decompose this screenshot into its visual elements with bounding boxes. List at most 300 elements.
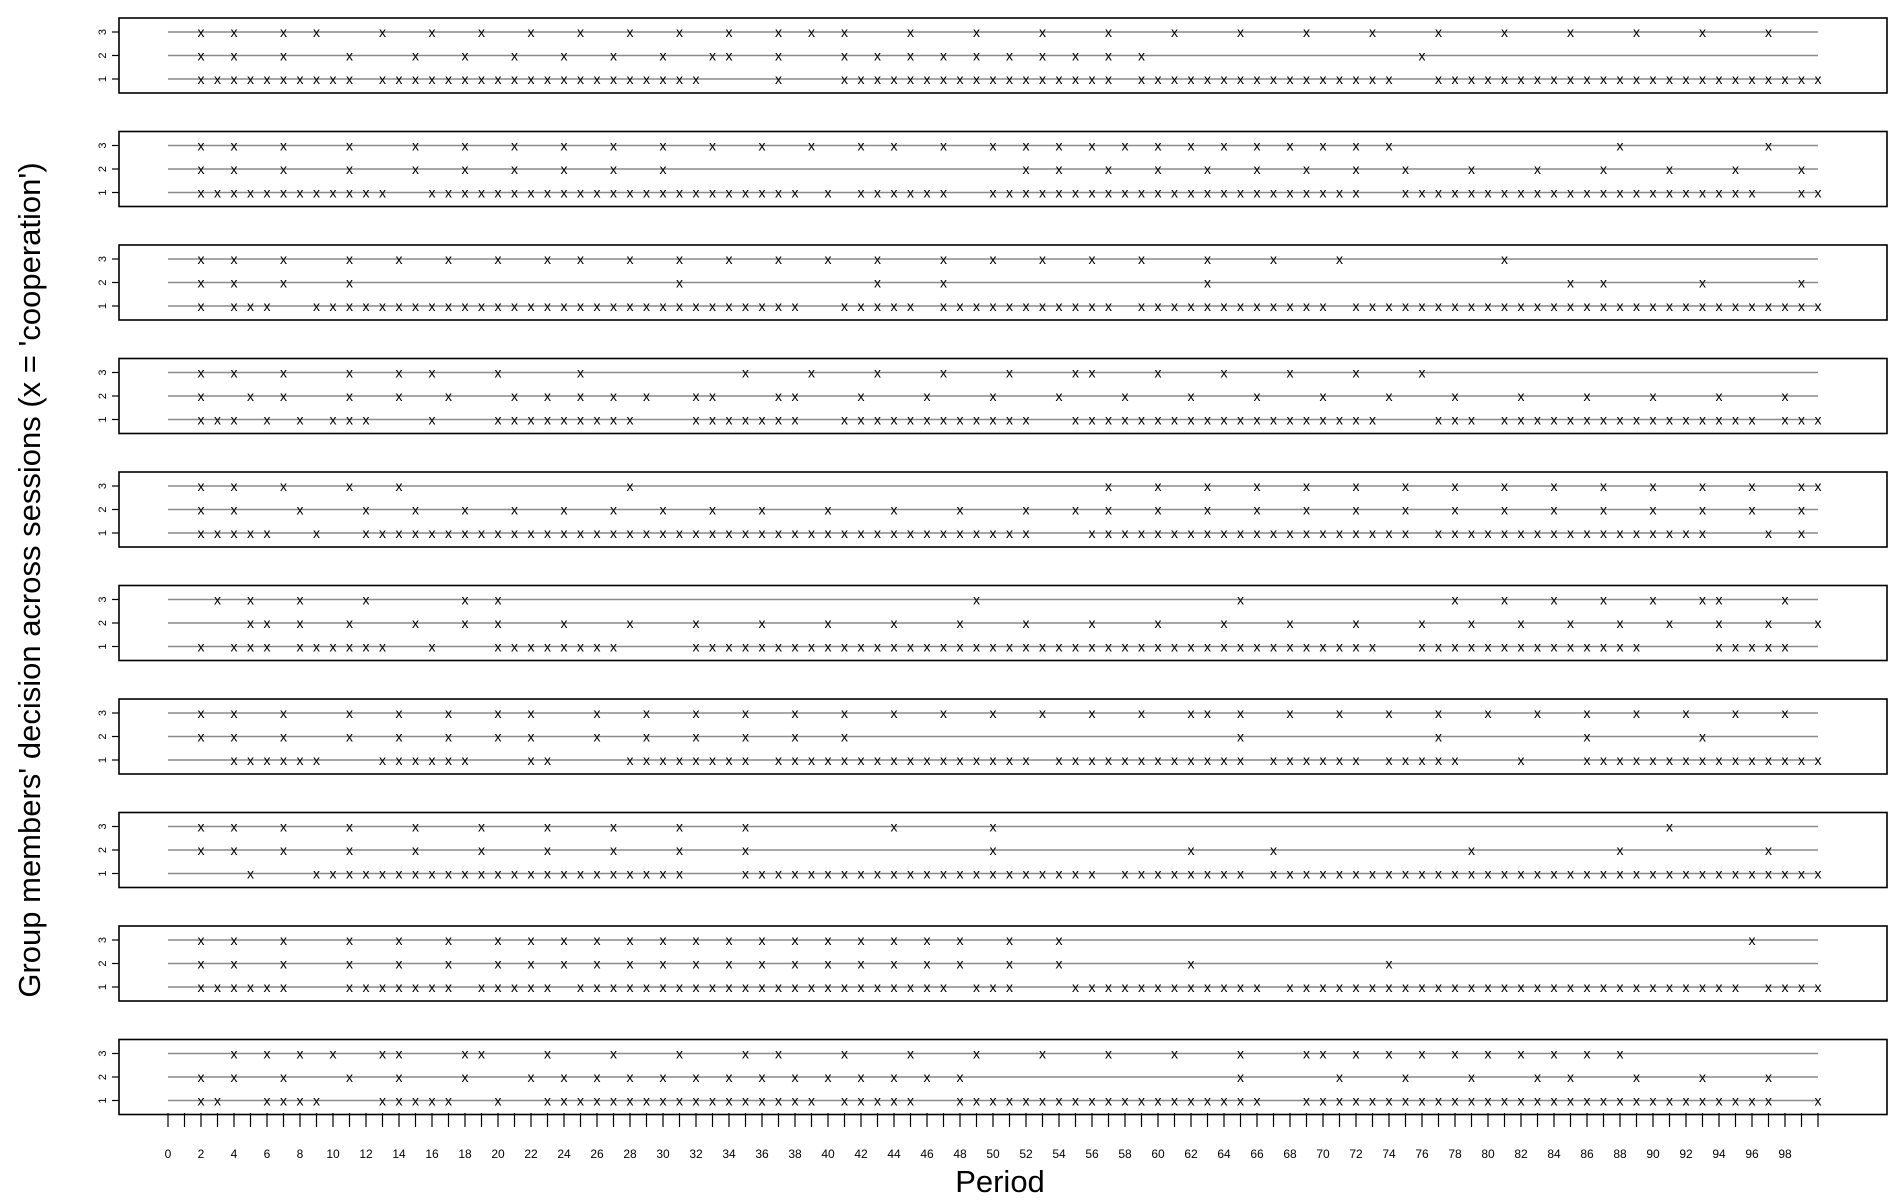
cooperation-mark: x bbox=[973, 591, 980, 608]
cooperation-mark: x bbox=[1237, 591, 1244, 608]
cooperation-mark: x bbox=[1369, 979, 1376, 995]
cooperation-mark: x bbox=[1303, 478, 1310, 494]
cooperation-mark: x bbox=[725, 955, 733, 972]
y-tick-label: 2 bbox=[97, 1073, 109, 1081]
cooperation-mark: x bbox=[445, 251, 452, 267]
cooperation-mark: x bbox=[742, 298, 749, 314]
cooperation-mark: x bbox=[709, 388, 716, 404]
cooperation-mark: x bbox=[280, 979, 287, 995]
cooperation-mark: x bbox=[626, 71, 634, 87]
cooperation-mark: x bbox=[214, 71, 221, 87]
cooperation-mark: x bbox=[692, 1069, 700, 1085]
cooperation-mark: x bbox=[1567, 979, 1574, 995]
cooperation-mark: x bbox=[758, 184, 766, 201]
cooperation-mark: x bbox=[445, 184, 452, 201]
cooperation-mark: x bbox=[1814, 615, 1822, 631]
cooperation-mark: x bbox=[1303, 1045, 1310, 1062]
x-tick-label: 88 bbox=[1613, 1147, 1627, 1161]
cooperation-mark: x bbox=[1814, 979, 1822, 995]
x-tick-label: 20 bbox=[491, 1147, 505, 1161]
cooperation-mark: x bbox=[494, 364, 502, 381]
x-tick-label: 42 bbox=[854, 1147, 868, 1161]
x-tick-label: 22 bbox=[524, 1147, 538, 1161]
cooperation-mark: x bbox=[1649, 865, 1657, 882]
cooperation-mark: x bbox=[544, 298, 551, 314]
cooperation-mark: x bbox=[1715, 752, 1723, 768]
cooperation-mark: x bbox=[346, 184, 353, 201]
cooperation-mark: x bbox=[1468, 1092, 1475, 1109]
cooperation-mark: x bbox=[395, 71, 403, 87]
cooperation-mark: x bbox=[1121, 137, 1129, 154]
cooperation-mark: x bbox=[923, 1069, 931, 1085]
cooperation-mark: x bbox=[1121, 525, 1129, 541]
cooperation-mark: x bbox=[1699, 478, 1706, 494]
cooperation-mark: x bbox=[1699, 1092, 1706, 1109]
cooperation-mark: x bbox=[1072, 752, 1079, 768]
cooperation-mark: x bbox=[379, 638, 386, 655]
cooperation-mark: x bbox=[989, 251, 997, 267]
x-tick-label: 38 bbox=[788, 1147, 802, 1161]
cooperation-mark: x bbox=[1187, 137, 1195, 154]
cooperation-mark: x bbox=[1814, 411, 1822, 428]
cooperation-mark: x bbox=[643, 298, 650, 314]
cooperation-mark: x bbox=[1319, 411, 1327, 428]
cooperation-mark: x bbox=[1402, 501, 1409, 518]
cooperation-mark: x bbox=[1105, 979, 1112, 995]
cooperation-mark: x bbox=[346, 979, 353, 995]
cooperation-mark: x bbox=[280, 955, 287, 972]
cooperation-mark: x bbox=[280, 161, 287, 177]
cooperation-mark: x bbox=[1666, 411, 1673, 428]
cooperation-mark: x bbox=[1121, 979, 1129, 995]
cooperation-mark: x bbox=[791, 638, 799, 655]
cooperation-mark: x bbox=[593, 705, 601, 721]
cooperation-mark: x bbox=[956, 525, 964, 541]
cooperation-mark: x bbox=[890, 184, 898, 201]
cooperation-mark: x bbox=[1055, 388, 1063, 404]
cooperation-mark: x bbox=[1550, 184, 1558, 201]
cooperation-mark: x bbox=[1732, 705, 1739, 721]
cooperation-mark: x bbox=[395, 979, 403, 995]
cooperation-mark: x bbox=[709, 979, 716, 995]
cooperation-mark: x bbox=[742, 525, 749, 541]
cooperation-mark: x bbox=[560, 615, 568, 631]
cooperation-mark: x bbox=[1336, 752, 1343, 768]
cooperation-mark: x bbox=[874, 1092, 881, 1109]
cooperation-mark: x bbox=[874, 638, 881, 655]
cooperation-mark: x bbox=[527, 24, 535, 40]
x-tick-label: 14 bbox=[392, 1147, 406, 1161]
cooperation-mark: x bbox=[1765, 525, 1772, 541]
cooperation-mark: x bbox=[676, 184, 683, 201]
cooperation-mark: x bbox=[1567, 71, 1574, 87]
cooperation-mark: x bbox=[956, 615, 964, 631]
cooperation-mark: x bbox=[659, 1069, 667, 1085]
cooperation-mark: x bbox=[791, 979, 799, 995]
cooperation-mark: x bbox=[478, 865, 485, 882]
cooperation-mark: x bbox=[1319, 388, 1327, 404]
cooperation-mark: x bbox=[1105, 184, 1112, 201]
cooperation-mark: x bbox=[478, 1045, 485, 1062]
cooperation-mark: x bbox=[329, 1045, 337, 1062]
cooperation-mark: x bbox=[692, 184, 700, 201]
cooperation-mark: x bbox=[940, 274, 947, 291]
cooperation-mark: x bbox=[478, 24, 485, 40]
cooperation-mark: x bbox=[511, 865, 518, 882]
cooperation-mark: x bbox=[1699, 1069, 1706, 1085]
cooperation-mark: x bbox=[1303, 298, 1310, 314]
cooperation-mark: x bbox=[1138, 865, 1145, 882]
cooperation-mark: x bbox=[742, 1092, 749, 1109]
cooperation-mark: x bbox=[907, 525, 914, 541]
cooperation-mark: x bbox=[841, 71, 848, 87]
cooperation-mark: x bbox=[412, 979, 419, 995]
cooperation-mark: x bbox=[1055, 932, 1063, 948]
cooperation-mark: x bbox=[313, 752, 320, 768]
cooperation-mark: x bbox=[1682, 705, 1690, 721]
cooperation-mark: x bbox=[1781, 865, 1789, 882]
cooperation-mark: x bbox=[1352, 501, 1360, 518]
cooperation-mark: x bbox=[494, 251, 502, 267]
cooperation-mark: x bbox=[1616, 842, 1624, 858]
cooperation-mark: x bbox=[197, 388, 205, 404]
cooperation-mark: x bbox=[230, 752, 238, 768]
cooperation-mark: x bbox=[626, 24, 634, 40]
x-tick-label: 36 bbox=[755, 1147, 769, 1161]
cooperation-mark: x bbox=[230, 1045, 238, 1062]
cooperation-mark: x bbox=[791, 932, 799, 948]
cooperation-mark: x bbox=[1385, 955, 1393, 972]
cooperation-mark: x bbox=[1154, 137, 1162, 154]
cooperation-mark: x bbox=[1748, 411, 1756, 428]
cooperation-mark: x bbox=[1567, 525, 1574, 541]
y-tick-label: 1 bbox=[97, 643, 109, 650]
cooperation-mark: x bbox=[412, 161, 419, 177]
cooperation-mark: x bbox=[808, 1092, 815, 1109]
cooperation-mark: x bbox=[362, 979, 370, 995]
cooperation-mark: x bbox=[725, 251, 733, 267]
cooperation-mark: x bbox=[1468, 71, 1475, 87]
cooperation-mark: x bbox=[296, 411, 304, 428]
cooperation-mark: x bbox=[1468, 184, 1475, 201]
y-tick-label: 2 bbox=[97, 733, 109, 740]
cooperation-mark: x bbox=[1484, 525, 1492, 541]
cooperation-mark: x bbox=[1550, 478, 1558, 494]
cooperation-mark: x bbox=[1072, 184, 1079, 201]
cooperation-mark: x bbox=[940, 184, 947, 201]
cooperation-mark: x bbox=[214, 979, 221, 995]
cooperation-mark: x bbox=[230, 411, 238, 428]
cooperation-mark: x bbox=[692, 955, 700, 972]
cooperation-mark: x bbox=[1352, 71, 1360, 87]
cooperation-mark: x bbox=[1286, 865, 1294, 882]
cooperation-mark: x bbox=[478, 842, 485, 858]
y-tick-label: 1 bbox=[97, 302, 109, 310]
cooperation-mark: x bbox=[890, 1069, 898, 1085]
cooperation-mark: x bbox=[544, 525, 551, 541]
cooperation-mark: x bbox=[1352, 865, 1360, 882]
cooperation-mark: x bbox=[857, 638, 865, 655]
cooperation-mark: x bbox=[412, 525, 419, 541]
cooperation-mark: x bbox=[511, 298, 518, 314]
cooperation-mark: x bbox=[1237, 979, 1244, 995]
cooperation-mark: x bbox=[758, 979, 766, 995]
cooperation-mark: x bbox=[593, 71, 601, 87]
cooperation-mark: x bbox=[791, 411, 799, 428]
cooperation-mark: x bbox=[346, 478, 353, 494]
cooperation-mark: x bbox=[1385, 71, 1393, 87]
cooperation-mark: x bbox=[263, 638, 271, 655]
cooperation-mark: x bbox=[263, 411, 271, 428]
cooperation-mark: x bbox=[1303, 24, 1310, 40]
cooperation-mark: x bbox=[197, 1069, 205, 1085]
cooperation-mark: x bbox=[1814, 298, 1822, 314]
cooperation-mark: x bbox=[940, 525, 947, 541]
cooperation-mark: x bbox=[989, 752, 997, 768]
cooperation-mark: x bbox=[1336, 411, 1343, 428]
cooperation-mark: x bbox=[973, 1045, 980, 1062]
cooperation-mark: x bbox=[659, 184, 667, 201]
cooperation-mark: x bbox=[973, 298, 980, 314]
cooperation-mark: x bbox=[346, 1069, 353, 1085]
cooperation-mark: x bbox=[841, 728, 848, 745]
cooperation-mark: x bbox=[247, 525, 254, 541]
cooperation-mark: x bbox=[362, 591, 370, 608]
cooperation-mark: x bbox=[313, 298, 320, 314]
x-tick-label: 60 bbox=[1151, 1147, 1165, 1161]
cooperation-mark: x bbox=[346, 842, 353, 858]
cooperation-mark: x bbox=[626, 955, 634, 972]
cooperation-mark: x bbox=[1402, 979, 1409, 995]
cooperation-mark: x bbox=[1369, 24, 1376, 40]
cooperation-mark: x bbox=[1154, 525, 1162, 541]
cooperation-mark: x bbox=[1171, 1092, 1178, 1109]
x-tick-label: 18 bbox=[458, 1147, 472, 1161]
cooperation-mark: x bbox=[544, 865, 551, 882]
cooperation-mark: x bbox=[247, 865, 254, 882]
cooperation-mark: x bbox=[346, 161, 353, 177]
cooperation-mark: x bbox=[676, 1092, 683, 1109]
cooperation-mark: x bbox=[577, 525, 584, 541]
cooperation-mark: x bbox=[428, 71, 436, 87]
cooperation-mark: x bbox=[346, 47, 353, 64]
cooperation-mark: x bbox=[1418, 1045, 1426, 1062]
cooperation-mark: x bbox=[1237, 24, 1244, 40]
cooperation-mark: x bbox=[1633, 411, 1640, 428]
cooperation-mark: x bbox=[1451, 478, 1459, 494]
cooperation-mark: x bbox=[1171, 184, 1178, 201]
cooperation-mark: x bbox=[1072, 71, 1079, 87]
cooperation-mark: x bbox=[329, 71, 337, 87]
cooperation-mark: x bbox=[1138, 251, 1145, 267]
cooperation-mark: x bbox=[1435, 1092, 1442, 1109]
cooperation-mark: x bbox=[1435, 638, 1442, 655]
cooperation-mark: x bbox=[544, 842, 551, 858]
cooperation-mark: x bbox=[230, 161, 238, 177]
cooperation-mark: x bbox=[808, 137, 815, 154]
cooperation-mark: x bbox=[1336, 1069, 1343, 1085]
cooperation-mark: x bbox=[758, 615, 766, 631]
y-tick-label: 2 bbox=[97, 52, 109, 59]
cooperation-mark: x bbox=[1154, 71, 1162, 87]
cooperation-mark: x bbox=[511, 979, 518, 995]
cooperation-mark: x bbox=[577, 71, 584, 87]
cooperation-mark: x bbox=[1088, 184, 1096, 201]
cooperation-mark: x bbox=[1748, 752, 1756, 768]
cooperation-mark: x bbox=[1385, 137, 1393, 154]
cooperation-mark: x bbox=[1187, 71, 1195, 87]
cooperation-mark: x bbox=[1352, 364, 1360, 381]
cooperation-mark: x bbox=[643, 705, 650, 721]
cooperation-mark: x bbox=[346, 71, 353, 87]
cooperation-mark: x bbox=[610, 1092, 617, 1109]
cooperation-mark: x bbox=[461, 71, 469, 87]
cooperation-mark: x bbox=[956, 1092, 964, 1109]
cooperation-mark: x bbox=[296, 184, 304, 201]
cooperation-mark: x bbox=[1699, 274, 1706, 291]
cooperation-mark: x bbox=[197, 728, 205, 745]
cooperation-mark: x bbox=[1369, 525, 1376, 541]
cooperation-mark: x bbox=[230, 47, 238, 64]
cooperation-mark: x bbox=[956, 411, 964, 428]
cooperation-mark: x bbox=[1517, 298, 1525, 314]
cooperation-mark: x bbox=[1055, 638, 1063, 655]
cooperation-mark: x bbox=[940, 865, 947, 882]
cooperation-mark: x bbox=[1369, 411, 1376, 428]
cooperation-mark: x bbox=[643, 525, 650, 541]
cooperation-mark: x bbox=[1319, 638, 1327, 655]
cooperation-mark: x bbox=[857, 411, 865, 428]
cooperation-mark: x bbox=[395, 705, 403, 721]
cooperation-mark: x bbox=[593, 932, 601, 948]
cooperation-mark: x bbox=[1204, 71, 1211, 87]
cooperation-mark: x bbox=[1583, 865, 1591, 882]
cooperation-mark: x bbox=[1732, 298, 1739, 314]
cooperation-mark: x bbox=[263, 1092, 271, 1109]
cooperation-mark: x bbox=[577, 184, 584, 201]
cooperation-mark: x bbox=[1022, 501, 1030, 518]
cooperation-mark: x bbox=[1220, 298, 1228, 314]
cooperation-mark: x bbox=[1583, 705, 1591, 721]
cooperation-mark: x bbox=[626, 865, 634, 882]
cooperation-mark: x bbox=[643, 752, 650, 768]
cooperation-mark: x bbox=[445, 955, 452, 972]
cooperation-mark: x bbox=[544, 638, 551, 655]
cooperation-mark: x bbox=[1600, 161, 1607, 177]
cooperation-mark: x bbox=[280, 71, 287, 87]
cooperation-mark: x bbox=[940, 137, 947, 154]
cooperation-mark: x bbox=[1550, 298, 1558, 314]
cooperation-mark: x bbox=[1253, 137, 1261, 154]
cooperation-mark: x bbox=[511, 161, 518, 177]
cooperation-mark: x bbox=[230, 525, 238, 541]
cooperation-mark: x bbox=[428, 638, 436, 655]
cooperation-mark: x bbox=[395, 525, 403, 541]
cooperation-mark: x bbox=[280, 1092, 287, 1109]
cooperation-mark: x bbox=[445, 752, 452, 768]
cooperation-mark: x bbox=[1600, 71, 1607, 87]
cooperation-mark: x bbox=[1006, 71, 1013, 87]
cooperation-mark: x bbox=[907, 24, 914, 40]
cooperation-mark: x bbox=[593, 298, 601, 314]
cooperation-mark: x bbox=[1039, 638, 1046, 655]
cooperation-mark: x bbox=[247, 638, 254, 655]
x-tick-label: 74 bbox=[1382, 1147, 1396, 1161]
cooperation-mark: x bbox=[197, 24, 205, 40]
cooperation-mark: x bbox=[1138, 71, 1145, 87]
cooperation-mark: x bbox=[1237, 411, 1244, 428]
cooperation-mark: x bbox=[940, 298, 947, 314]
cooperation-mark: x bbox=[643, 71, 650, 87]
cooperation-mark: x bbox=[494, 865, 502, 882]
cooperation-mark: x bbox=[1006, 932, 1013, 948]
cooperation-mark: x bbox=[1765, 842, 1772, 858]
cooperation-mark: x bbox=[1402, 1069, 1409, 1085]
cooperation-mark: x bbox=[1237, 865, 1244, 882]
cooperation-mark: x bbox=[428, 298, 436, 314]
x-tick-label: 82 bbox=[1514, 1147, 1528, 1161]
cooperation-mark: x bbox=[1286, 71, 1294, 87]
cooperation-mark: x bbox=[494, 525, 502, 541]
cooperation-mark: x bbox=[610, 161, 617, 177]
cooperation-mark: x bbox=[1748, 638, 1756, 655]
cooperation-mark: x bbox=[1105, 411, 1112, 428]
cooperation-mark: x bbox=[494, 615, 502, 631]
cooperation-mark: x bbox=[1253, 478, 1261, 494]
y-tick-label: 2 bbox=[97, 960, 109, 967]
cooperation-mark: x bbox=[1534, 184, 1541, 201]
cooperation-mark: x bbox=[1501, 979, 1508, 995]
cooperation-mark: x bbox=[395, 865, 403, 882]
cooperation-mark: x bbox=[1055, 184, 1063, 201]
cooperation-mark: x bbox=[1352, 478, 1360, 494]
cooperation-mark: x bbox=[1616, 638, 1624, 655]
x-tick-label: 8 bbox=[296, 1147, 304, 1161]
cooperation-mark: x bbox=[676, 298, 683, 314]
cooperation-mark: x bbox=[1451, 184, 1459, 201]
cooperation-mark: x bbox=[428, 24, 436, 40]
cooperation-mark: x bbox=[1534, 979, 1541, 995]
cooperation-mark: x bbox=[725, 1069, 733, 1085]
y-tick-label: 3 bbox=[97, 1050, 109, 1057]
cooperation-mark: x bbox=[890, 71, 898, 87]
cooperation-mark: x bbox=[1781, 591, 1789, 608]
cooperation-mark: x bbox=[973, 1092, 980, 1109]
cooperation-mark: x bbox=[1649, 1092, 1657, 1109]
cooperation-mark: x bbox=[230, 251, 238, 267]
cooperation-mark: x bbox=[1748, 865, 1756, 882]
cooperation-mark: x bbox=[346, 298, 353, 314]
cooperation-mark: x bbox=[1121, 184, 1129, 201]
cooperation-mark: x bbox=[1171, 24, 1178, 40]
cooperation-mark: x bbox=[725, 752, 733, 768]
cooperation-mark: x bbox=[395, 388, 403, 404]
cooperation-mark: x bbox=[1534, 705, 1541, 721]
cooperation-mark: x bbox=[1187, 752, 1195, 768]
cooperation-mark: x bbox=[1748, 298, 1756, 314]
cooperation-mark: x bbox=[560, 1092, 568, 1109]
cooperation-mark: x bbox=[379, 525, 386, 541]
cooperation-mark: x bbox=[907, 752, 914, 768]
cooperation-mark: x bbox=[1154, 298, 1162, 314]
cooperation-mark: x bbox=[197, 47, 205, 64]
cooperation-mark: x bbox=[263, 184, 271, 201]
cooperation-mark: x bbox=[857, 865, 865, 882]
cooperation-mark: x bbox=[1286, 752, 1294, 768]
cooperation-mark: x bbox=[1534, 71, 1541, 87]
cooperation-mark: x bbox=[907, 71, 914, 87]
cooperation-mark: x bbox=[775, 71, 782, 87]
